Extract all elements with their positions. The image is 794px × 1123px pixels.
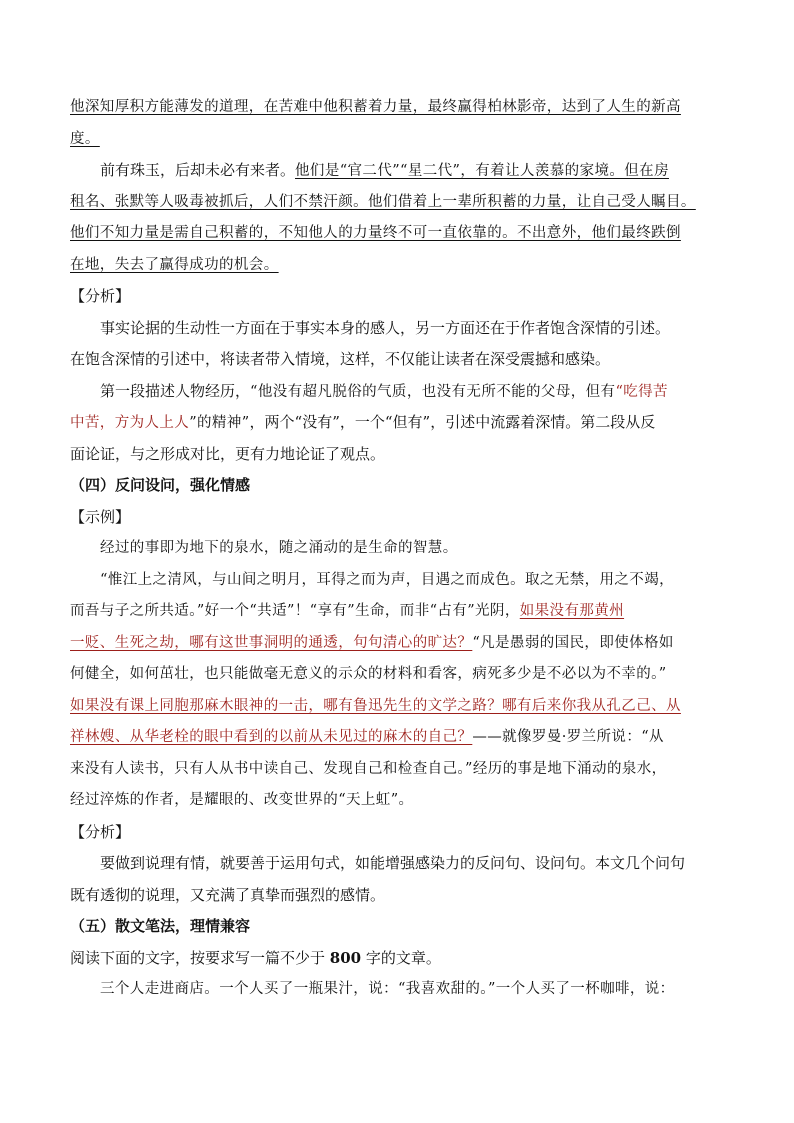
- example-p2-line6-a: 祥林嫂、从华老栓的眼中看到的以前从未见过的麻木的自己？: [70, 729, 473, 745]
- analysis1-p2-line3: 面论证，与之形成对比，更有力地论证了观点。: [70, 444, 386, 463]
- analysis1-p2-line1-a: 第一段描述人物经历，: [100, 381, 251, 400]
- example-p2-line2-a: 而吾与子之所共适。”好一个“共适”！“享有”生命，而非“占有”光阴，: [70, 603, 520, 619]
- section5-line1-number: 800: [329, 948, 362, 967]
- analysis1-p2-line2-a: 中苦，方为人上人: [70, 415, 190, 431]
- analysis1-p1-line1: 事实论据的生动性一方面在于事实本身的感人，另一方面还在于作者饱含深情的引述。: [100, 318, 671, 337]
- analysis1-label: 【分析】: [70, 287, 131, 305]
- example-p2-line6-b: ——就像罗曼·罗兰所说：“从: [472, 729, 664, 745]
- analysis1-p2-line1-c: “吃得苦: [615, 383, 668, 400]
- section5-line2: 三个人走进商店。一个人买了一瓶果汁，说：“我喜欢甜的。”一个人买了一杯咖啡，说：: [100, 981, 675, 997]
- section5-line1: [70, 943, 730, 975]
- document-page: [70, 92, 730, 1006]
- example-p2-line7: 来没有人读书，只有人从书中读自己、发现自己和检查自己。”经历的事是地下涌动的泉水，: [70, 760, 667, 777]
- para2-line2: 租名、张默等人吸毒被抓后，人们不禁汗颜。他们借着上一辈所积蓄的力量，让自己受人瞩目。: [70, 193, 696, 210]
- section5-line1-b: 字的文章。: [361, 948, 441, 967]
- example-p2-line5: 如果没有课上同胞那麻木眼神的一击，哪有鲁迅先生的文学之路？哪有后来你我从孔乙己、从: [70, 697, 681, 714]
- para2-line3: 他们不知力量是需自己积蓄的，不知他人的力量终不可一直依靠的。不出意外，他们最终跌倒: [70, 225, 681, 241]
- section5-line1-a: 阅读下面的文字，按要求写一篇不少于: [70, 948, 330, 967]
- analysis2-line2: 既有透彻的说理，又充满了真挚而强烈的感情。: [70, 885, 386, 904]
- example-label: 【示例】: [70, 507, 131, 526]
- analysis2-line1: 要做到说理有情，就要善于运用句式，如能增强感染力的反问句、设问句。本文几个问句: [100, 854, 686, 872]
- example-p2-line1: “惟江上之清风，与山间之明月，耳得之而为声，目遇之而成色。取之无禁，用之不竭，: [100, 571, 675, 588]
- analysis1-p2-line1-b: “他没有超凡脱俗的气质，也没有无所不能的父母，但有: [250, 383, 616, 400]
- para2-line1-plain: 前有珠玉，后却未必有来者。: [100, 161, 296, 179]
- example-p2-line4: 何健全，如何茁壮，也只能做毫无意义的示众的材料和看客，病死多少是不必以为不幸的。”: [70, 666, 667, 682]
- example-p2-line3: [70, 628, 730, 660]
- para2-line1: [70, 155, 730, 187]
- section4-heading: （四）反问设问，强化情感: [70, 476, 251, 494]
- example-p2-line3-a: 一贬、生死之劫，哪有这世事洞明的通透，句句清心的旷达？: [70, 634, 473, 651]
- para2-line1-underlined: 他们是“官二代”“星二代”，有着让人羡慕的家境。但在房: [295, 163, 669, 179]
- example-p2-line2-b: 如果没有那黄州: [519, 603, 625, 619]
- analysis1-p1-line2: 在饱含深情的引述中，将读者带入情境，这样，不仅能让读者在深受震撼和感染。: [70, 350, 611, 368]
- section5-heading: （五）散文笔法，理情兼容: [70, 917, 251, 935]
- example-line1: 经过的事即为地下的泉水，随之涌动的是生命的智慧。: [100, 540, 458, 556]
- para2-line4-text: 在地，失去了赢得成功的机会。: [70, 256, 279, 273]
- analysis1-p2-line2-c: ，两个“没有”，一个“但有”，引述中流露着深情。第二段从反: [249, 413, 656, 431]
- example-p2-line8: 经过淬炼的作者，是耀眼的、改变世界的“天上虹”。: [70, 792, 414, 808]
- example-p2-line6: [70, 722, 730, 754]
- analysis2-label: 【分析】: [70, 822, 131, 841]
- para2-line4: [70, 250, 730, 282]
- para1-line2-text: 度。: [70, 130, 100, 147]
- analysis1-p2-line2-b: ”的精神”: [189, 415, 250, 431]
- analysis1-p2-line2: [70, 407, 730, 439]
- example-p2-line2: [70, 596, 730, 628]
- para1-line1: 他深知厚积方能薄发的道理，在苦难中他积蓄着力量，最终赢得柏林影帝，达到了人生的新高: [70, 99, 681, 115]
- analysis1-p2-line1: [70, 376, 730, 408]
- para1-line2: [70, 124, 730, 156]
- example-p2-line3-b: “凡是愚弱的国民，即使体格如: [472, 634, 674, 651]
